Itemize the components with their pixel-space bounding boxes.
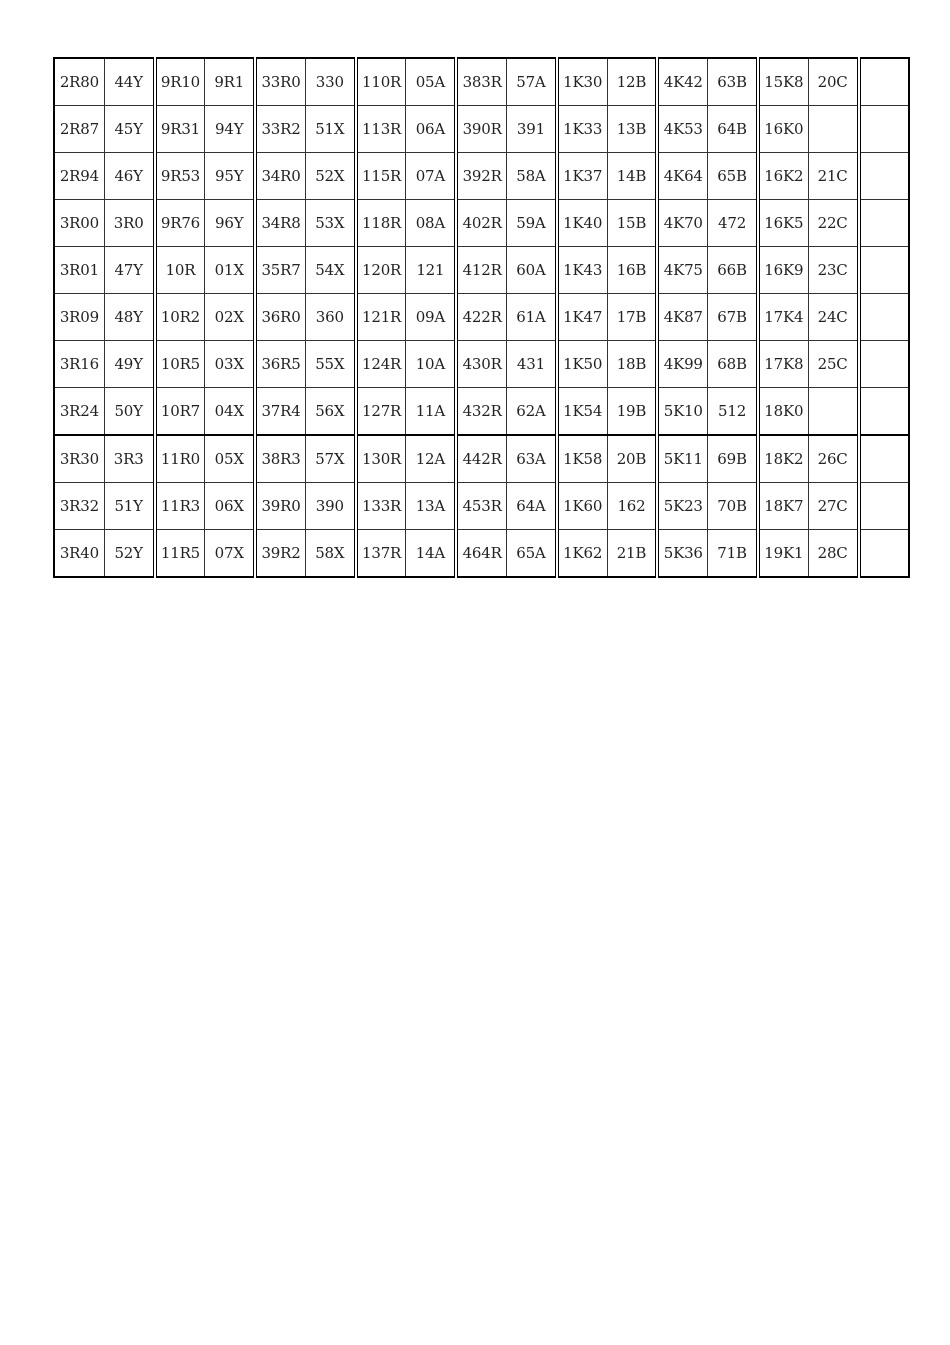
table-cell: 27C <box>808 483 858 530</box>
table-cell: 64B <box>708 106 758 153</box>
table-cell: 19K1 <box>758 530 808 578</box>
table-row <box>54 530 909 578</box>
table-cell: 62A <box>507 388 557 436</box>
table-cell <box>859 58 910 106</box>
table-cell: 121 <box>406 247 456 294</box>
table-cell: 1K54 <box>557 388 607 436</box>
table-cell: 5K36 <box>657 530 707 578</box>
table-cell: 1K43 <box>557 247 607 294</box>
table-cell: 3R32 <box>54 483 104 530</box>
table-cell: 3R30 <box>54 435 104 483</box>
table-cell: 130R <box>356 435 406 483</box>
table-cell: 94Y <box>205 106 255 153</box>
table-cell: 52X <box>305 153 355 200</box>
table-cell: 1K33 <box>557 106 607 153</box>
table-cell: 57X <box>305 435 355 483</box>
table-cell: 412R <box>456 247 506 294</box>
table-cell: 16B <box>607 247 657 294</box>
table-cell: 61A <box>507 294 557 341</box>
table-cell: 120R <box>356 247 406 294</box>
table-cell: 50Y <box>104 388 154 436</box>
table-cell: 45Y <box>104 106 154 153</box>
table-cell: 162 <box>607 483 657 530</box>
table-row <box>54 435 909 483</box>
table-cell: 432R <box>456 388 506 436</box>
table-cell <box>859 247 910 294</box>
table-cell: 70B <box>708 483 758 530</box>
table-cell: 9R10 <box>155 58 205 106</box>
table-cell: 16K9 <box>758 247 808 294</box>
table-cell: 33R0 <box>255 58 305 106</box>
table-cell: 472 <box>708 200 758 247</box>
table-row <box>54 388 909 436</box>
table-cell: 23C <box>808 247 858 294</box>
table-body <box>54 58 909 577</box>
table-cell: 46Y <box>104 153 154 200</box>
table-cell: 15B <box>607 200 657 247</box>
table-cell: 3R00 <box>54 200 104 247</box>
table-cell: 9R31 <box>155 106 205 153</box>
table-cell: 5K23 <box>657 483 707 530</box>
table-row <box>54 106 909 153</box>
table-cell: 06A <box>406 106 456 153</box>
table-cell: 127R <box>356 388 406 436</box>
table-cell: 26C <box>808 435 858 483</box>
table-cell: 383R <box>456 58 506 106</box>
table-cell: 110R <box>356 58 406 106</box>
table-cell: 33R2 <box>255 106 305 153</box>
table-cell: 71B <box>708 530 758 578</box>
table-cell: 4K99 <box>657 341 707 388</box>
table-cell: 121R <box>356 294 406 341</box>
table-cell <box>859 200 910 247</box>
table-cell: 18K0 <box>758 388 808 436</box>
table-cell: 430R <box>456 341 506 388</box>
table-cell: 60A <box>507 247 557 294</box>
table-cell: 4K64 <box>657 153 707 200</box>
table-cell: 44Y <box>104 58 154 106</box>
table-cell: 68B <box>708 341 758 388</box>
table-cell: 1K58 <box>557 435 607 483</box>
table-cell <box>859 435 910 483</box>
table-cell: 38R3 <box>255 435 305 483</box>
table-cell: 9R1 <box>205 58 255 106</box>
table-cell: 07A <box>406 153 456 200</box>
table-cell: 18K7 <box>758 483 808 530</box>
table-cell: 12A <box>406 435 456 483</box>
table-cell: 22C <box>808 200 858 247</box>
table-cell: 10R7 <box>155 388 205 436</box>
table-cell: 3R16 <box>54 341 104 388</box>
table-cell: 431 <box>507 341 557 388</box>
table-cell: 1K40 <box>557 200 607 247</box>
table-cell <box>859 294 910 341</box>
table-cell: 48Y <box>104 294 154 341</box>
table-cell: 330 <box>305 58 355 106</box>
table-cell: 124R <box>356 341 406 388</box>
table-cell: 20C <box>808 58 858 106</box>
table-cell: 1K60 <box>557 483 607 530</box>
table-cell: 118R <box>356 200 406 247</box>
table-cell: 512 <box>708 388 758 436</box>
table-cell: 59A <box>507 200 557 247</box>
table-cell: 5K10 <box>657 388 707 436</box>
table-cell: 16K2 <box>758 153 808 200</box>
table-cell: 19B <box>607 388 657 436</box>
table-cell: 57A <box>507 58 557 106</box>
table-cell: 392R <box>456 153 506 200</box>
table-cell: 17K8 <box>758 341 808 388</box>
table-cell: 10R5 <box>155 341 205 388</box>
table-cell: 4K75 <box>657 247 707 294</box>
table-cell: 12B <box>607 58 657 106</box>
table-cell: 16K0 <box>758 106 808 153</box>
table-cell: 95Y <box>205 153 255 200</box>
table-cell: 11R3 <box>155 483 205 530</box>
table-cell: 24C <box>808 294 858 341</box>
table-cell: 21C <box>808 153 858 200</box>
table-cell <box>859 388 910 436</box>
table-cell: 39R2 <box>255 530 305 578</box>
table-cell: 63A <box>507 435 557 483</box>
table-cell: 51Y <box>104 483 154 530</box>
table-cell: 422R <box>456 294 506 341</box>
table-cell: 96Y <box>205 200 255 247</box>
table-cell: 9R76 <box>155 200 205 247</box>
table-cell: 18K2 <box>758 435 808 483</box>
table-cell: 58A <box>507 153 557 200</box>
table-cell: 391 <box>507 106 557 153</box>
table-cell: 34R8 <box>255 200 305 247</box>
table-cell <box>859 153 910 200</box>
table-cell: 4K70 <box>657 200 707 247</box>
table-cell: 65B <box>708 153 758 200</box>
table-cell: 2R87 <box>54 106 104 153</box>
table-cell: 13B <box>607 106 657 153</box>
table-cell: 133R <box>356 483 406 530</box>
table-cell: 18B <box>607 341 657 388</box>
table-cell: 53X <box>305 200 355 247</box>
table-cell: 06X <box>205 483 255 530</box>
table-cell: 08A <box>406 200 456 247</box>
table-cell: 65A <box>507 530 557 578</box>
table-cell: 49Y <box>104 341 154 388</box>
table-cell: 1K62 <box>557 530 607 578</box>
table-cell: 05X <box>205 435 255 483</box>
table-cell: 115R <box>356 153 406 200</box>
table-cell: 69B <box>708 435 758 483</box>
table-cell: 9R53 <box>155 153 205 200</box>
table-cell: 3R40 <box>54 530 104 578</box>
table-cell: 17B <box>607 294 657 341</box>
table-cell: 5K11 <box>657 435 707 483</box>
table-cell <box>859 483 910 530</box>
table-cell: 47Y <box>104 247 154 294</box>
table-row <box>54 294 909 341</box>
table-cell: 63B <box>708 58 758 106</box>
table-cell: 137R <box>356 530 406 578</box>
table-cell: 4K87 <box>657 294 707 341</box>
table-row <box>54 58 909 106</box>
table-cell <box>808 388 858 436</box>
table-cell <box>859 341 910 388</box>
table-cell <box>859 530 910 578</box>
table-cell: 21B <box>607 530 657 578</box>
table-cell: 11A <box>406 388 456 436</box>
table-cell: 58X <box>305 530 355 578</box>
table-cell: 02X <box>205 294 255 341</box>
table-cell: 05A <box>406 58 456 106</box>
table-cell: 464R <box>456 530 506 578</box>
table-cell: 09A <box>406 294 456 341</box>
table-cell: 1K30 <box>557 58 607 106</box>
table-cell: 28C <box>808 530 858 578</box>
table-cell: 25C <box>808 341 858 388</box>
table-cell: 1K47 <box>557 294 607 341</box>
table-cell: 2R80 <box>54 58 104 106</box>
table-cell: 15K8 <box>758 58 808 106</box>
table-row <box>54 200 909 247</box>
table-cell: 14A <box>406 530 456 578</box>
table-cell: 67B <box>708 294 758 341</box>
table-cell: 402R <box>456 200 506 247</box>
table-cell <box>859 106 910 153</box>
table-cell: 3R3 <box>104 435 154 483</box>
table-cell: 390R <box>456 106 506 153</box>
table-cell: 35R7 <box>255 247 305 294</box>
table-cell: 36R5 <box>255 341 305 388</box>
table-cell: 11R5 <box>155 530 205 578</box>
table-row <box>54 341 909 388</box>
table-cell: 16K5 <box>758 200 808 247</box>
table-cell: 13A <box>406 483 456 530</box>
table-cell <box>808 106 858 153</box>
table-cell: 54X <box>305 247 355 294</box>
table-cell: 2R94 <box>54 153 104 200</box>
table-cell: 20B <box>607 435 657 483</box>
table-cell: 07X <box>205 530 255 578</box>
table-cell: 56X <box>305 388 355 436</box>
table-cell: 64A <box>507 483 557 530</box>
table-cell: 66B <box>708 247 758 294</box>
table-cell: 4K53 <box>657 106 707 153</box>
table-cell: 360 <box>305 294 355 341</box>
table-cell: 04X <box>205 388 255 436</box>
table-cell: 14B <box>607 153 657 200</box>
table-cell: 1K37 <box>557 153 607 200</box>
table-cell: 34R0 <box>255 153 305 200</box>
table-cell: 3R09 <box>54 294 104 341</box>
table-cell: 3R01 <box>54 247 104 294</box>
table-cell: 55X <box>305 341 355 388</box>
table-cell: 3R24 <box>54 388 104 436</box>
table-cell: 37R4 <box>255 388 305 436</box>
table-row <box>54 483 909 530</box>
table-cell: 4K42 <box>657 58 707 106</box>
table-cell: 01X <box>205 247 255 294</box>
table-cell: 39R0 <box>255 483 305 530</box>
table-cell: 3R0 <box>104 200 154 247</box>
table-cell: 390 <box>305 483 355 530</box>
table-cell: 10A <box>406 341 456 388</box>
table-cell: 52Y <box>104 530 154 578</box>
table-cell: 10R2 <box>155 294 205 341</box>
table-cell: 453R <box>456 483 506 530</box>
table-cell: 442R <box>456 435 506 483</box>
table-row <box>54 153 909 200</box>
table-cell: 113R <box>356 106 406 153</box>
table-cell: 03X <box>205 341 255 388</box>
table-cell: 10R <box>155 247 205 294</box>
table-cell: 17K4 <box>758 294 808 341</box>
code-table <box>53 57 910 578</box>
table-cell: 51X <box>305 106 355 153</box>
table-cell: 11R0 <box>155 435 205 483</box>
table-cell: 36R0 <box>255 294 305 341</box>
table-row <box>54 247 909 294</box>
table-cell: 1K50 <box>557 341 607 388</box>
